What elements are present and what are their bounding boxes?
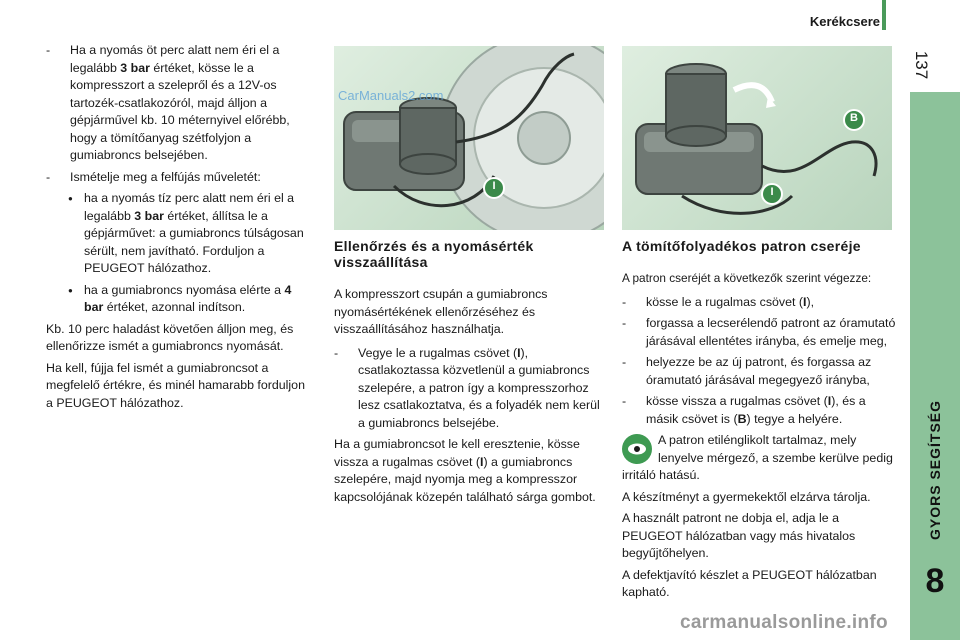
bullet-item: ● ha a nyomás tíz perc alatt nem éri el a legalább 3 bar értéket, állítsa le a gépjárművet: a gumiabroncs túlságosan sérült, nem javítható. Forduljon a PEUGEOT hálózathoz. (46, 190, 314, 278)
callout-i: I (770, 186, 774, 198)
callout-i: I (492, 180, 496, 192)
compressor-wheel-illustration (334, 46, 604, 230)
paragraph: A defektjavító készlet a PEUGEOT hálózatban kapható. (622, 567, 877, 599)
paragraph: A készítményt a gyermekektől elzárva tárolja. (622, 489, 871, 504)
paragraph: A patron cseréjét a következők szerint végezze: (622, 271, 872, 285)
warning-text: A patron etilénglikolt tartalmaz, mely lenyelve mérgező, a szembe kerülve pedig irritáló hatású. (622, 433, 893, 482)
paragraph: Ha a gumiabroncsot le kell eresztenie, kösse vissza a rugalmas csövet (I) a gumiabroncs szelepére, majd nyomja meg a kompresszor kapcsolójának közepén található sárga gombot. (334, 437, 596, 504)
callout-b: B (850, 112, 858, 124)
compressor-wheel-drawing (334, 46, 604, 230)
step-item: - kösse le a rugalmas csövet (I), (622, 294, 900, 312)
watermark: CarManuals2.com (338, 88, 444, 103)
step-item: - Vegye le a rugalmas csövet (I), csatlakoztassa közvetlenül a gumiabroncs szelepére, a patron így a kompresszorhoz lesz csatlakoztatva, és a folyadék nem kerül a gumiabroncs belsejébe. (334, 345, 606, 433)
paragraph: A használt patront ne dobja el, adja le a PEUGEOT hálózatban vagy más hivatalos begyűjtőhelyen. (622, 511, 856, 560)
eye-warning-icon (622, 434, 652, 464)
page-number: 137 (912, 50, 931, 80)
cartridge-replacement-illustration (622, 46, 892, 230)
step-item: - Ha a nyomás öt perc alatt nem éri el a legalább 3 bar értéket, kösse le a kompresszort a szelepről és a 12V-os tartozék-csatlakozóról, majd álljon a gépjárművel kb. 10 méternyivel előrébb, hogy a tömítőanyag szétfolyjon a gumiabroncs belsejében. (46, 42, 314, 165)
footer-watermark: carmanualsonline.info (680, 612, 888, 633)
column-middle (334, 238, 606, 510)
warning-block (622, 432, 900, 485)
column-right (622, 238, 900, 606)
paragraph: Kb. 10 perc haladást követően álljon meg, és ellenőrizze ismét a gumiabroncs nyomását. (46, 321, 294, 353)
step-item: - helyezze be az új patront, és forgassa az óramutató járásával megegyező irányba, (622, 354, 900, 389)
bullet-item: ● ha a gumiabroncs nyomása elérte a 4 bar értéket, azonnal indítson. (46, 282, 314, 317)
step-item: - kösse vissza a rugalmas csövet (I), és a másik csövet is (B) tegye a helyére. (622, 393, 900, 428)
chapter-number: 8 (925, 562, 945, 600)
paragraph: A kompresszort csupán a gumiabroncs nyomásértékének ellenőrzéséhez és visszaállításához használhatja. (334, 287, 548, 336)
chapter-label: GYORS SEGÍTSÉG (927, 399, 943, 541)
header-title: Kerékcsere (809, 14, 880, 29)
header-rule (882, 0, 886, 30)
paragraph: Ha kell, fújja fel ismét a gumiabroncsot a megfelelő értékre, és minél hamarabb forduljon a PEUGEOT hálózathoz. (46, 360, 305, 410)
eye-icon (627, 442, 647, 456)
cartridge-replacement-drawing (622, 46, 892, 230)
column-left (46, 42, 314, 416)
step-item: - Ismételje meg a felfújás műveletét: (46, 169, 314, 187)
section-title: Ellenőrzés és a nyomásérték visszaállítása (334, 238, 534, 270)
step-item: - forgassa a lecserélendő patront az óramutató járásával ellentétes irányba, és emelje meg, (622, 315, 900, 350)
section-title: A tömítőfolyadékos patron cseréje (622, 238, 861, 254)
